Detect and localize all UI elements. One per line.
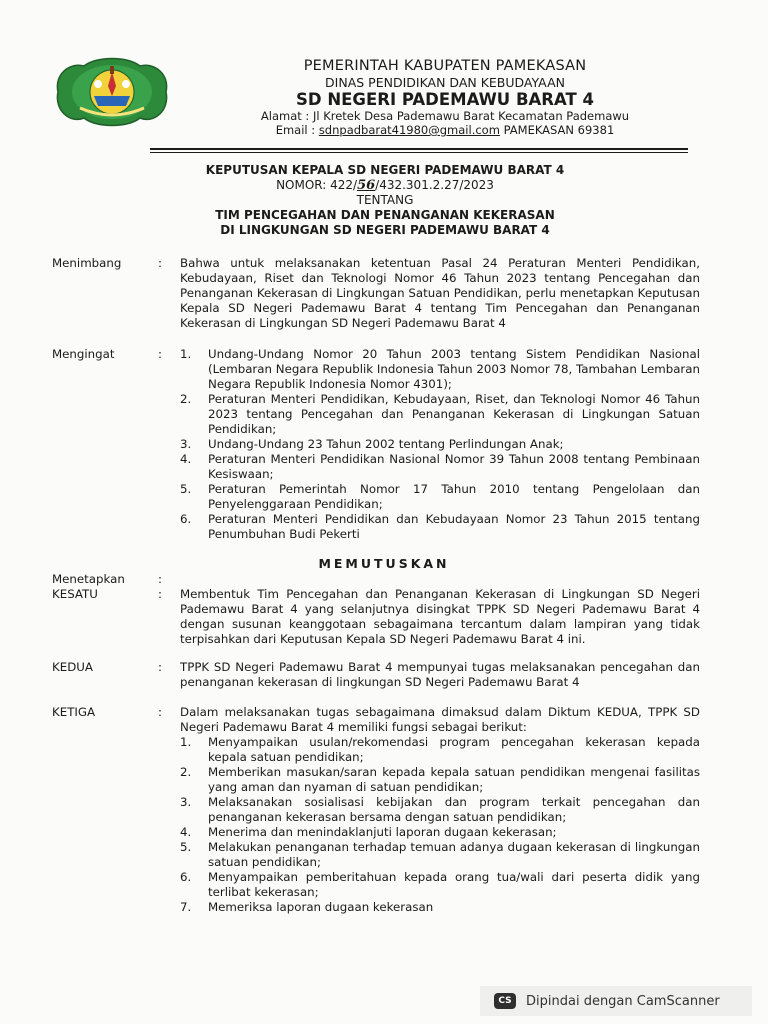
kesatu-text: Membentuk Tim Pencegahan dan Penanganan Kekerasan di Lingkungan SD Negeri Pademawu Barat 4 yang selanjutnya disingkat TPPK SD Negeri Pademawu Barat 4 dengan susunan keanggotaan sebagaimana tercantum dalam lampiran yang tidak terpisahkan dari Keputusan Kepala SD Negeri Pademawu Barat 4 ini. — [180, 587, 700, 646]
letterhead-school-name: SD NEGERI PADEMAWU BARAT 4 — [296, 90, 594, 109]
decree-title-line1: KEPUTUSAN KEPALA SD NEGERI PADEMAWU BARAT 4 — [205, 163, 565, 177]
ketiga-content — [180, 705, 700, 915]
list-item — [180, 825, 700, 840]
decree-number-prefix: NOMOR: 422/ — [276, 178, 358, 192]
ketiga-label: KETIGA — [52, 705, 96, 719]
colon: : — [158, 660, 162, 674]
menetapkan-label: Menetapkan — [52, 572, 125, 586]
list-item — [180, 840, 700, 870]
list-item-number: 5. — [180, 840, 192, 854]
colon: : — [158, 256, 162, 270]
list-item-text: Menyampaikan usulan/rekomendasi program pencegahan kekerasan kepada kepala satuan pendidikan; — [208, 735, 700, 764]
letterhead-rule-thick — [150, 148, 688, 150]
list-item-number: 2. — [180, 392, 192, 406]
colon: : — [158, 705, 162, 719]
list-item-number: 1. — [180, 347, 192, 361]
list-item — [180, 735, 700, 765]
list-item-text: Menyampaikan pemberitahuan kepada orang tua/wali dari peserta didik yang terlibat kekerasan; — [208, 870, 700, 899]
decree-subject-line2: DI LINGKUNGAN SD NEGERI PADEMAWU BARAT 4 — [220, 223, 550, 237]
letterhead — [190, 58, 700, 137]
email-link[interactable]: sdnpadbarat41980@gmail.com — [318, 123, 500, 137]
list-item-text: Peraturan Menteri Pendidikan, Kebudayaan, Riset, dan Teknologi Nomor 46 Tahun 2023 tentang Pencegahan dan Penanganan Kekerasan di Lingkungan Satuan Pendidikan; — [208, 392, 700, 436]
list-item — [180, 900, 700, 915]
menimbang-label: Menimbang — [52, 256, 122, 270]
list-item — [180, 452, 700, 482]
list-item — [180, 482, 700, 512]
letterhead-address: Alamat : Jl Kretek Desa Pademawu Barat Kecamatan Pademawu — [260, 109, 630, 123]
mengingat-label: Mengingat — [52, 347, 115, 361]
kesatu-label: KESATU — [52, 587, 98, 601]
list-item-text: Melaksanakan sosialisasi kebijakan dan program terkait pencegahan dan penanganan kekerasan bersama dengan satuan pendidikan; — [208, 795, 700, 824]
list-item-text: Peraturan Pemerintah Nomor 17 Tahun 2010 tentang Pengelolaan dan Penyelenggaraan Pendidikan; — [208, 482, 700, 511]
ketiga-intro: Dalam melaksanakan tugas sebagaimana dimaksud dalam Diktum KEDUA, TPPK SD Negeri Pademawu Barat 4 memiliki fungsi sebagai berikut: — [180, 705, 700, 734]
kedua-label: KEDUA — [52, 660, 93, 674]
list-item-text: Melakukan penanganan terhadap temuan adanya dugaan kekerasan di lingkungan satuan pendidikan; — [208, 840, 700, 869]
list-item — [180, 512, 700, 542]
decree-title — [150, 163, 620, 238]
list-item-text: Peraturan Menteri Pendidikan Nasional Nomor 39 Tahun 2008 tentang Pembinaan Kesiswaan; — [208, 452, 700, 481]
email-label: Email : — [275, 123, 319, 137]
list-item-text: Memberikan masukan/saran kepada kepala satuan pendidikan mengenai fasilitas yang aman dan nyaman di satuan pendidikan; — [208, 765, 700, 794]
camscanner-watermark — [480, 986, 752, 1016]
list-item — [180, 437, 700, 452]
letterhead-email-line — [190, 123, 700, 137]
list-item-number: 3. — [180, 795, 192, 809]
decree-tentang: TENTANG — [356, 193, 414, 207]
list-item-text: Undang-Undang 23 Tahun 2002 tentang Perlindungan Anak; — [208, 437, 564, 451]
list-item-number: 3. — [180, 437, 192, 451]
camscanner-icon: CS — [494, 993, 516, 1009]
letterhead-department: DINAS PENDIDIKAN DAN KEBUDAYAAN — [325, 75, 565, 90]
list-item-number: 7. — [180, 900, 192, 914]
list-item — [180, 392, 700, 437]
decree-number-suffix: /432.301.2.27/2023 — [375, 178, 494, 192]
colon: : — [158, 572, 162, 586]
list-item-number: 4. — [180, 825, 192, 839]
list-item-number: 2. — [180, 765, 192, 779]
decree-number-handwritten: 56 — [357, 178, 376, 193]
list-item-text: Memeriksa laporan dugaan kekerasan — [208, 900, 434, 914]
list-item — [180, 795, 700, 825]
list-item-number: 1. — [180, 735, 192, 749]
list-item-text: Peraturan Menteri Pendidikan dan Kebudayaan Nomor 23 Tahun 2015 tentang Penumbuhan Budi Pekerti — [208, 512, 700, 541]
list-item-text: Undang-Undang Nomor 20 Tahun 2003 tentang Sistem Pendidikan Nasional (Lembaran Negara Republik Indonesia Tahun 2003 Nomor 78, Tambahan Lembaran Negara Republik Indonesia Nomor 4301); — [208, 347, 700, 391]
colon: : — [158, 587, 162, 601]
list-item — [180, 765, 700, 795]
letterhead-government: PEMERINTAH KABUPATEN PAMEKASAN — [303, 58, 587, 74]
decree-number — [150, 178, 620, 193]
colon: : — [158, 347, 162, 361]
list-item — [180, 870, 700, 900]
menimbang-text: Bahwa untuk melaksanakan ketentuan Pasal 24 Peraturan Menteri Pendidikan, Kebudayaan, Riset dan Teknologi Nomor 46 Tahun 2023 tentang Pencegahan dan Penanganan Kekerasan di Lingkungan Satuan Pendidikan, perlu menetapkan Keputusan Kepala SD Negeri Pademawu Barat 4 tentang Tim Pencegahan dan Penanganan Kekerasan di Lingkungan SD Negeri Pademawu Barat 4 — [180, 256, 700, 330]
list-item-number: 5. — [180, 482, 192, 496]
kedua-text: TPPK SD Negeri Pademawu Barat 4 mempunyai tugas melaksanakan pencegahan dan penanganan kekerasan di lingkungan SD Negeri Pademawu Barat 4 — [180, 660, 700, 689]
camscanner-text: Dipindai dengan CamScanner — [526, 993, 720, 1009]
list-item — [180, 347, 700, 392]
letterhead-rule-thin — [150, 152, 688, 153]
kabupaten-pamekasan-emblem-icon — [48, 52, 176, 132]
list-item-number: 4. — [180, 452, 192, 466]
postal-code: PAMEKASAN 69381 — [499, 123, 615, 137]
memutuskan-heading: MEMUTUSKAN — [318, 556, 450, 571]
mengingat-list — [180, 347, 700, 542]
list-item-number: 6. — [180, 512, 192, 526]
decree-subject-line1: TIM PENCEGAHAN DAN PENANGANAN KEKERASAN — [215, 208, 555, 222]
list-item-number: 6. — [180, 870, 192, 884]
list-item-text: Menerima dan menindaklanjuti laporan dugaan kekerasan; — [208, 825, 557, 839]
